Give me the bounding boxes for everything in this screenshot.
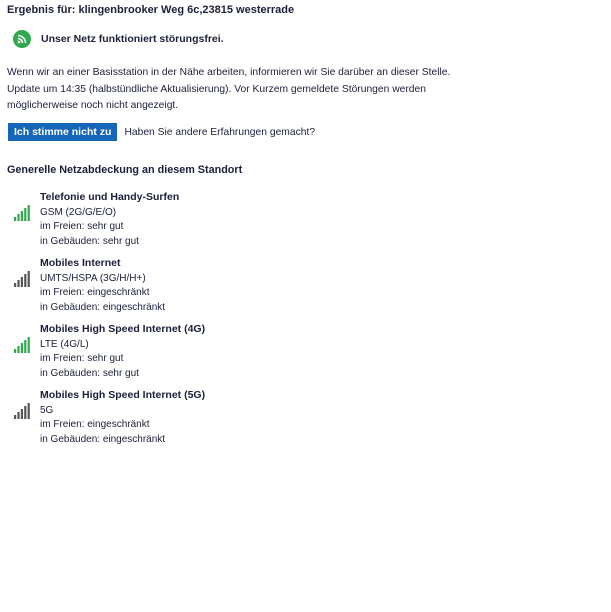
coverage-item-tech: LTE (4G/L) xyxy=(40,338,89,350)
coverage-item-indoor: in Gebäuden: eingeschränkt xyxy=(40,433,166,445)
signal-strength-icon xyxy=(13,403,31,419)
signal-bar xyxy=(17,214,19,221)
maintenance-info-text: Wenn wir an einer Basisstation in der Nähe arbeiten, informieren wir Sie darüber an dieser Stelle. xyxy=(7,67,451,78)
coverage-item-outdoor: im Freien: sehr gut xyxy=(40,353,124,364)
coverage-item-indoor: in Gebäuden: eingeschränkt xyxy=(40,301,166,313)
feedback-actions xyxy=(8,123,315,141)
coverage-item-outdoor: im Freien: sehr gut xyxy=(40,221,124,232)
coverage-item-outdoor: im Freien: eingeschränkt xyxy=(40,419,150,430)
signal-bar xyxy=(14,349,16,353)
signal-bar xyxy=(28,205,30,221)
signal-bar xyxy=(21,211,23,221)
network-status-row xyxy=(13,30,224,48)
signal-bar xyxy=(17,346,19,353)
signal-bar xyxy=(28,271,30,287)
wifi-check-icon xyxy=(13,30,31,48)
signal-bar xyxy=(17,280,19,287)
signal-bar xyxy=(14,217,16,221)
other-experience-link[interactable]: Haben Sie andere Erfahrungen gemacht? xyxy=(124,126,316,138)
signal-bar xyxy=(21,277,23,287)
signal-bar xyxy=(24,406,26,419)
coverage-item-outdoor: im Freien: eingeschränkt xyxy=(40,287,150,298)
result-title: Ergebnis für: klingenbrooker Weg 6c,23815 westerrade xyxy=(7,4,295,16)
signal-bar xyxy=(21,343,23,353)
signal-bar xyxy=(24,340,26,353)
network-status-text: Unser Netz funktioniert störungsfrei. xyxy=(41,33,224,45)
signal-bar xyxy=(24,208,26,221)
signal-bar xyxy=(14,415,16,419)
signal-bar xyxy=(28,403,30,419)
coverage-item-indoor: in Gebäuden: sehr gut xyxy=(40,367,139,379)
signal-bar xyxy=(21,409,23,419)
coverage-item-name: Mobiles High Speed Internet (4G) xyxy=(40,323,206,335)
signal-strength-icon xyxy=(13,337,31,353)
coverage-item-name: Mobiles Internet xyxy=(40,257,121,269)
coverage-item-name: Telefonie und Handy-Surfen xyxy=(40,191,180,203)
disagree-button[interactable]: Ich stimme nicht zu xyxy=(8,123,117,141)
update-info-text: Update um 14:35 (halbstündliche Aktualisierung). Vor Kurzem gemeldete Störungen werden möglicherweise noch nicht angezeigt. xyxy=(7,84,426,111)
signal-bar xyxy=(14,283,16,287)
coverage-item-name: Mobiles High Speed Internet (5G) xyxy=(40,389,206,401)
coverage-item-tech: GSM (2G/G/E/O) xyxy=(40,206,117,218)
signal-bar xyxy=(28,337,30,353)
coverage-heading: Generelle Netzabdeckung an diesem Standort xyxy=(7,164,243,176)
signal-strength-icon xyxy=(13,205,31,221)
coverage-item-tech: UMTS/HSPA (3G/H/H+) xyxy=(40,272,146,284)
signal-bar xyxy=(17,412,19,419)
signal-strength-icon xyxy=(13,271,31,287)
coverage-item-tech: 5G xyxy=(40,404,54,416)
signal-bar xyxy=(24,274,26,287)
coverage-item-indoor: in Gebäuden: sehr gut xyxy=(40,235,139,247)
